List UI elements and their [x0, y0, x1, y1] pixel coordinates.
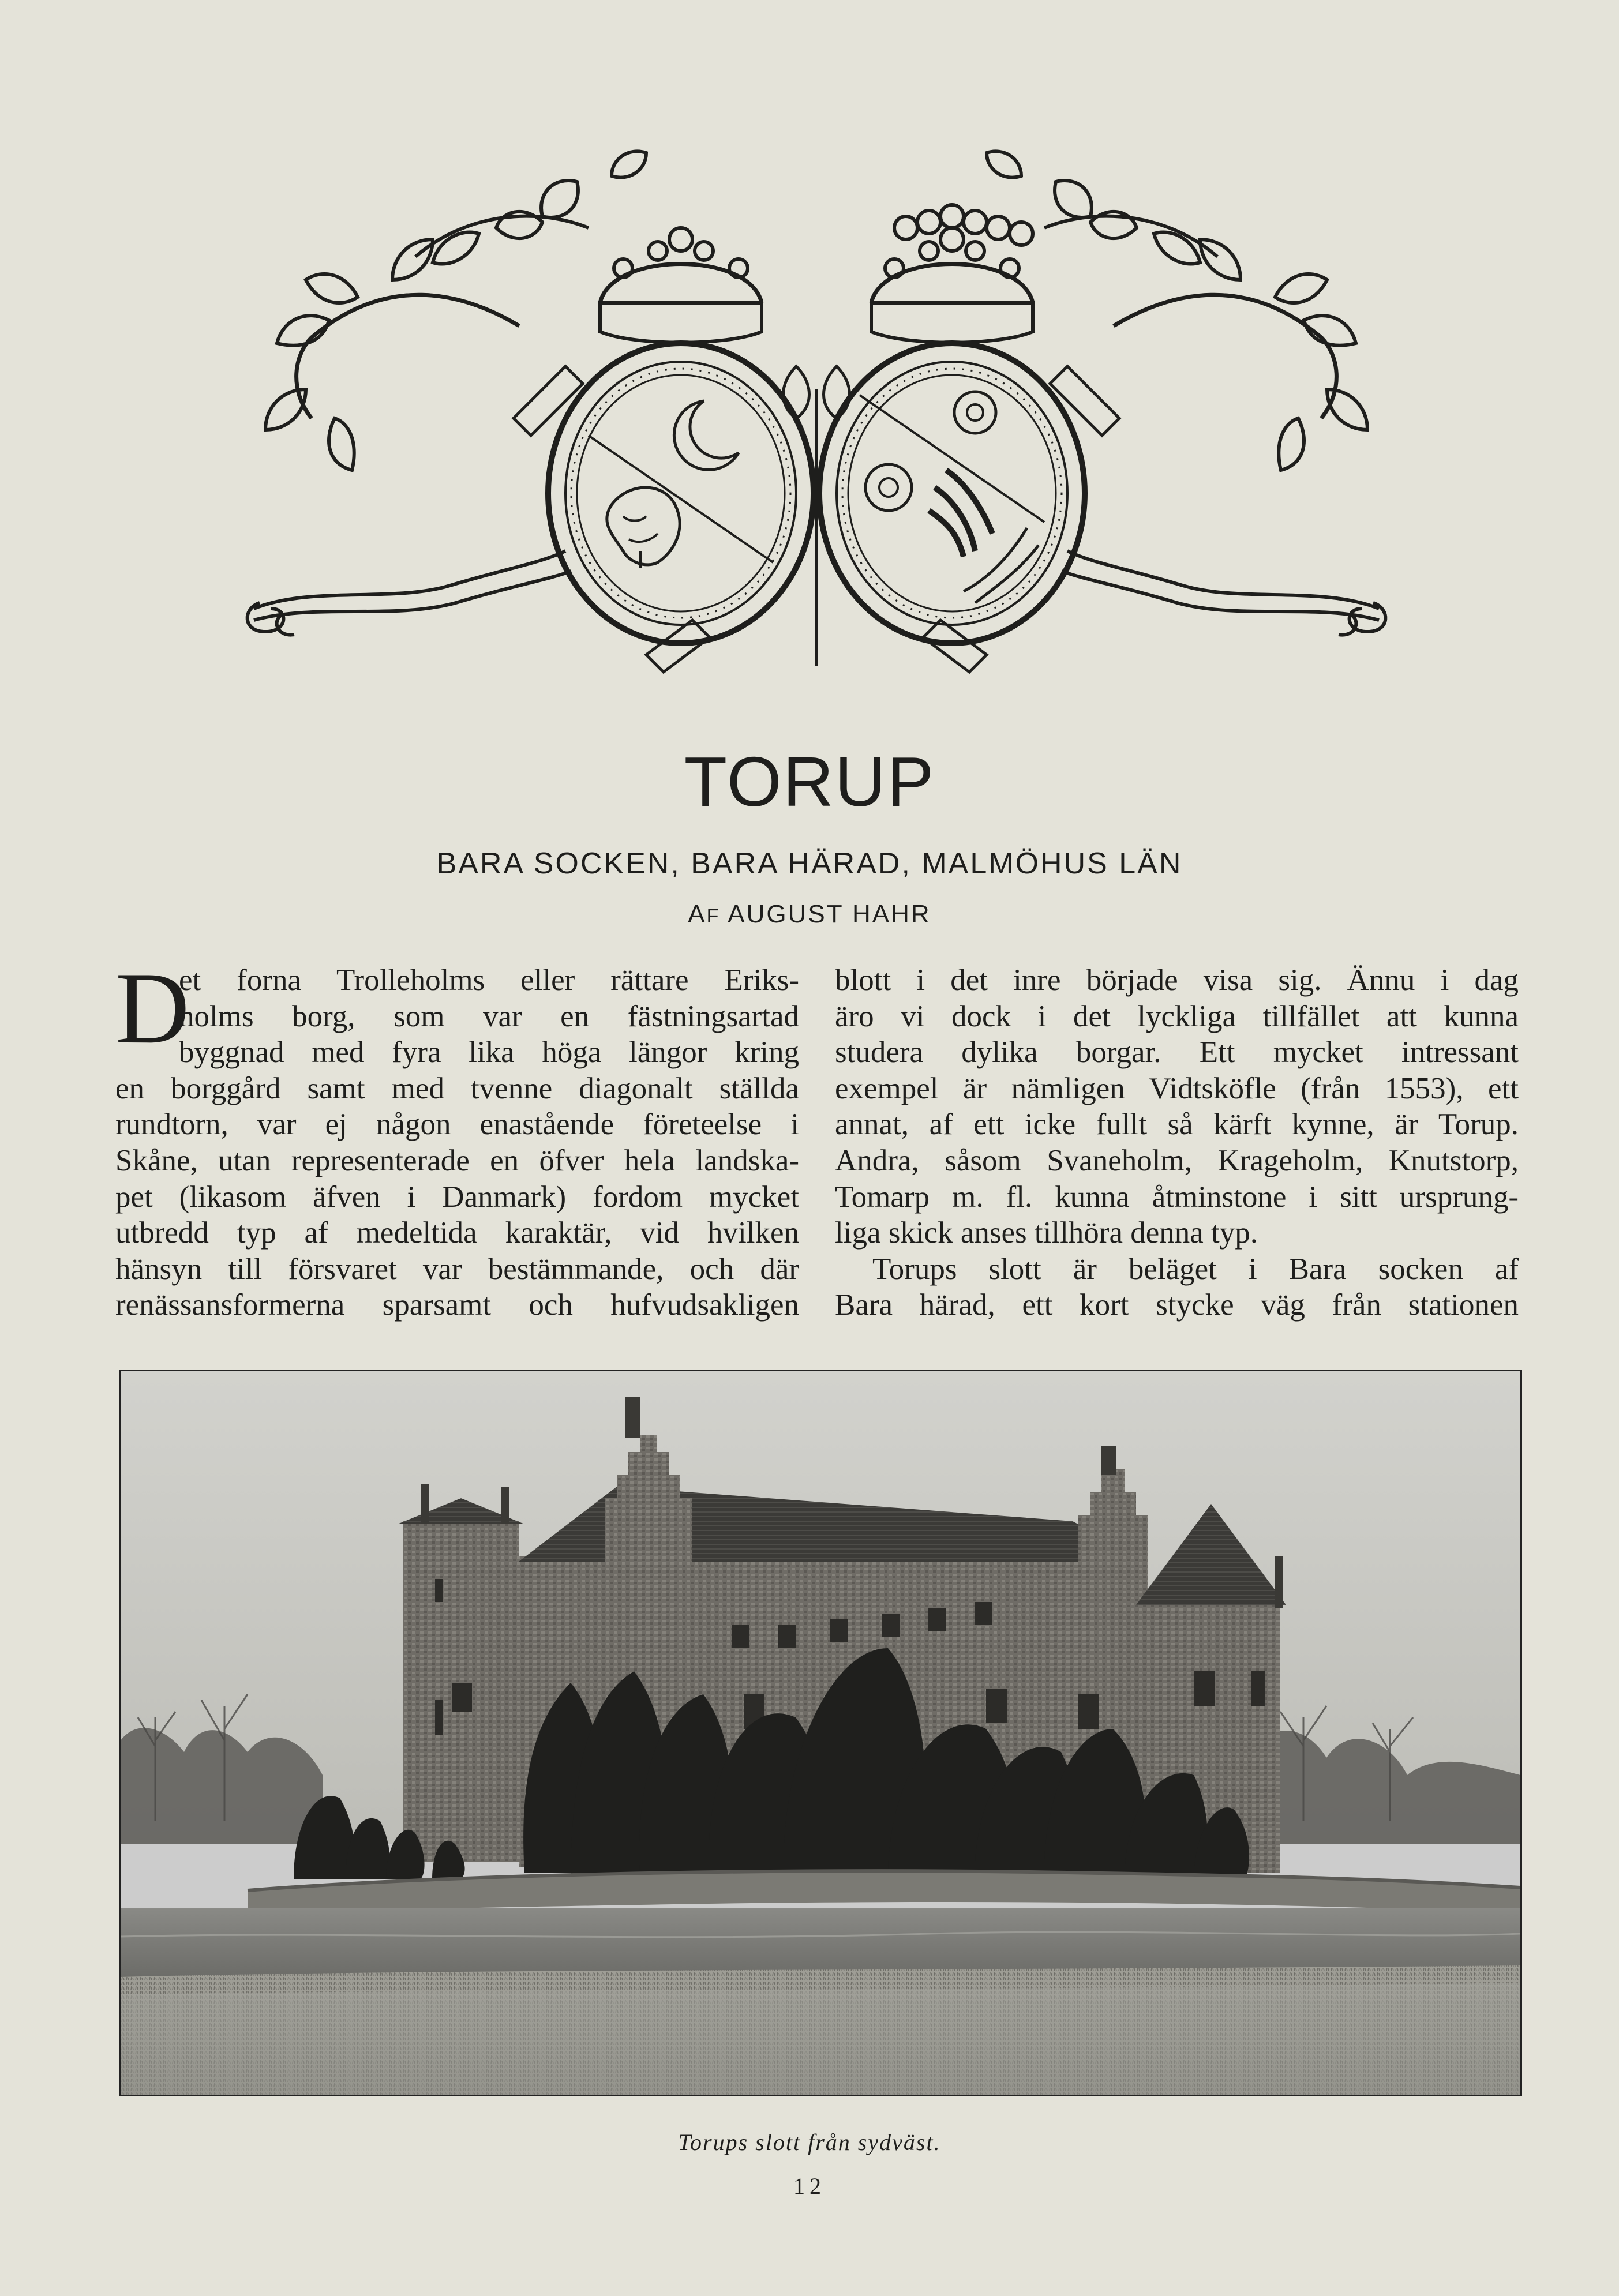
text-line: pet (likasom äfven i Danmark) fordom mycket	[115, 1180, 799, 1214]
article-byline	[0, 900, 1619, 929]
text-line: renässansformerna sparsamt och hufvudsakligen	[115, 1288, 799, 1322]
text-line: studera dylika borgar. Ett mycket intressant	[835, 1036, 1519, 1070]
text-line: Bara härad, ett kort stycke väg från stationen	[835, 1288, 1519, 1322]
byline-author: AUGUST HAHR	[728, 900, 931, 928]
byline-prefix-rest: F	[706, 905, 721, 927]
text-line: liga skick anses tillhöra denna typ.	[835, 1216, 1258, 1250]
castle-photograph	[119, 1370, 1522, 2096]
text-line: Skåne, utan representerade en öfver hela landska-	[115, 1143, 799, 1177]
text-line: en borggård samt med tvenne diagonalt ställda	[115, 1071, 799, 1105]
byline-prefix-initial: A	[688, 900, 707, 928]
text-line: utbredd typ af medeltida karaktär, vid hvilken	[115, 1216, 799, 1250]
text-line: hänsyn till försvaret var bestämmande, och där	[115, 1252, 799, 1286]
text-line: exempel är nämligen Vidtsköfle (från 1553), ett	[835, 1071, 1519, 1105]
text-line: annat, af ett icke fullt så kärft kynne, är Torup.	[835, 1108, 1519, 1142]
drop-cap: D	[115, 951, 190, 1065]
coat-of-arms-ornament	[242, 147, 1391, 684]
page-number: 12	[793, 2173, 826, 2199]
article-title: TORUP	[684, 742, 935, 821]
text-line: et forna Trolleholms eller rättare Eriks-	[179, 963, 799, 997]
text-line: Andra, såsom Svaneholm, Krageholm, Knutstorp,	[835, 1143, 1519, 1177]
text-line: rundtorn, var ej någon enastående företeelse i	[115, 1108, 799, 1142]
text-line: holms borg, som var en fästningsartad	[179, 999, 799, 1033]
text-column-right	[835, 962, 1519, 1331]
text-column-left	[115, 951, 799, 1331]
text-line: blott i det inre började visa sig. Ännu i dag	[835, 963, 1519, 997]
article-subtitle: BARA SOCKEN, BARA HÄRAD, MALMÖHUS LÄN	[436, 847, 1183, 880]
text-line: Torups slott är beläget i Bara socken af	[872, 1252, 1519, 1286]
text-line: Tomarp m. fl. kunna åtminstone i sitt ursprung-	[835, 1180, 1519, 1214]
figure-caption: Torups slott från sydväst.	[678, 2129, 941, 2155]
text-line: äro vi dock i det lyckliga tillfället att kunna	[835, 999, 1519, 1033]
text-line: byggnad med fyra lika höga längor kring	[179, 1036, 799, 1070]
